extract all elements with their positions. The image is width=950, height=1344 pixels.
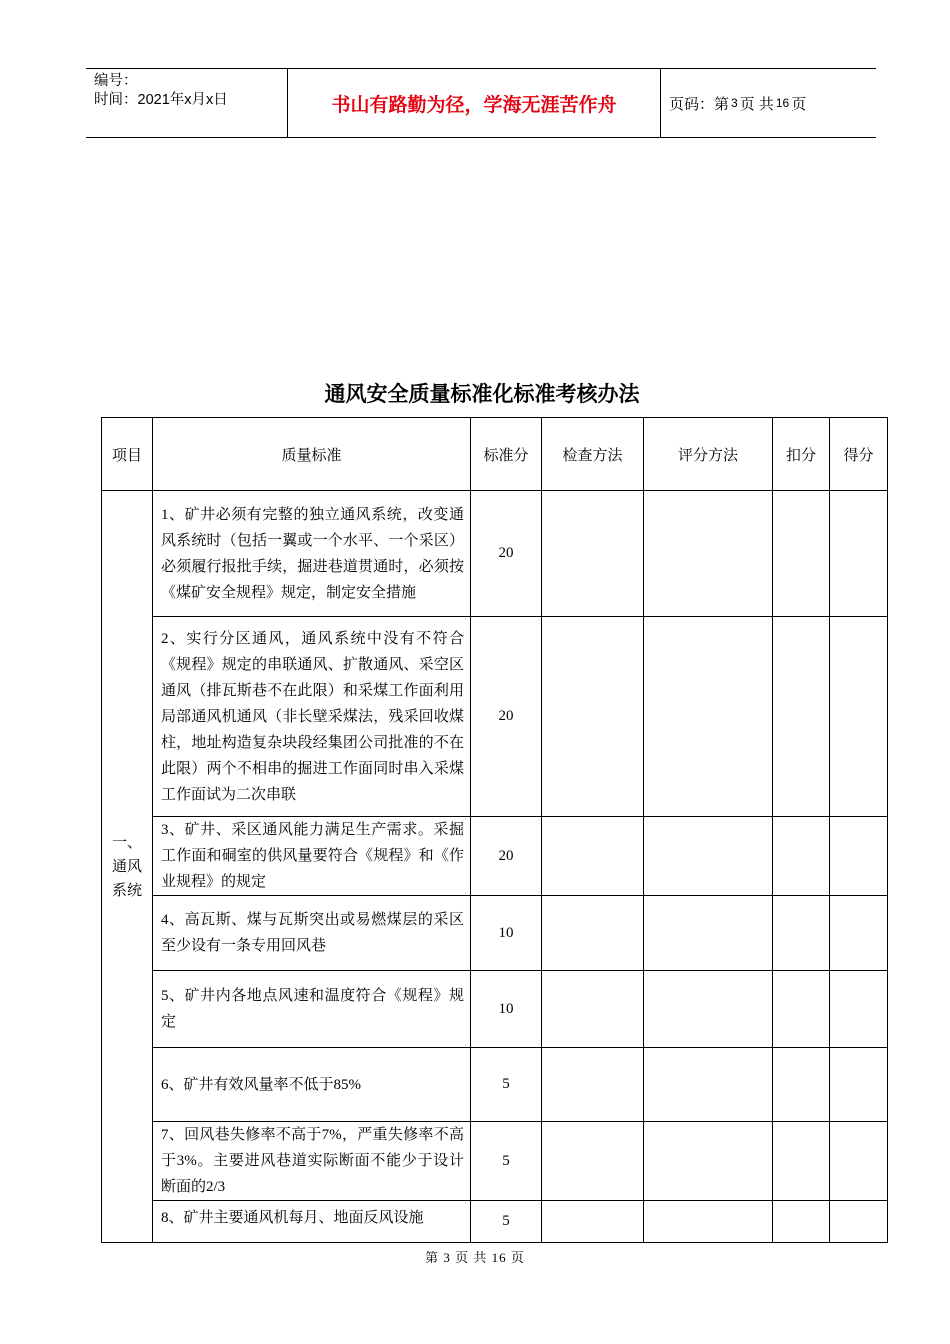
check-method-cell bbox=[542, 491, 644, 617]
check-method-cell bbox=[542, 1201, 644, 1243]
table-row bbox=[102, 1122, 888, 1201]
page-suffix: 页 bbox=[791, 95, 807, 113]
check-method-cell bbox=[542, 1122, 644, 1201]
final-score-cell bbox=[830, 896, 888, 971]
header-item: 项目 bbox=[102, 418, 153, 491]
deduction-cell bbox=[773, 817, 830, 896]
deduction-cell bbox=[773, 1048, 830, 1122]
table-row bbox=[102, 1048, 888, 1122]
deduction-cell bbox=[773, 617, 830, 817]
header-standard: 质量标准 bbox=[153, 418, 471, 491]
scoring-method-cell bbox=[644, 817, 773, 896]
score-cell: 10 bbox=[471, 896, 542, 971]
standard-cell: 4、高瓦斯、煤与瓦斯突出或易燃煤层的采区至少设有一条专用回风巷 bbox=[153, 896, 471, 971]
standard-cell: 3、矿井、采区通风能力满足生产需求。采掘工作面和硐室的供风量要符合《规程》和《作业规程》的规定 bbox=[153, 817, 471, 896]
header-meta bbox=[86, 69, 288, 137]
score-cell: 20 bbox=[471, 617, 542, 817]
final-score-cell bbox=[830, 1201, 888, 1243]
scoring-method-cell bbox=[644, 1201, 773, 1243]
category-line: 通风 bbox=[111, 858, 142, 875]
score-cell: 5 bbox=[471, 1048, 542, 1122]
scoring-method-cell bbox=[644, 971, 773, 1048]
header-final-score: 得分 bbox=[830, 418, 888, 491]
page-number: 3 bbox=[731, 96, 738, 110]
scoring-method-cell bbox=[644, 617, 773, 817]
table-row bbox=[102, 491, 888, 617]
scoring-method-cell bbox=[644, 491, 773, 617]
deduction-cell bbox=[773, 1201, 830, 1243]
number-label: 编号： bbox=[94, 73, 138, 89]
header-deduction: 扣分 bbox=[773, 418, 830, 491]
category-line: 一、 bbox=[111, 834, 142, 851]
scoring-method-cell bbox=[644, 1122, 773, 1201]
score-cell: 5 bbox=[471, 1122, 542, 1201]
deduction-cell bbox=[773, 491, 830, 617]
final-score-cell bbox=[830, 491, 888, 617]
deduction-cell bbox=[773, 896, 830, 971]
table-row bbox=[102, 896, 888, 971]
standard-cell: 1、矿井必须有完整的独立通风系统，改变通风系统时（包括一翼或一个水平、一个采区）必须履行报批手续，掘进巷道贯通时，必须按《煤矿安全规程》规定，制定安全措施 bbox=[153, 491, 471, 617]
standard-cell: 6、矿井有效风量率不低于85% bbox=[153, 1048, 471, 1122]
table-row bbox=[102, 817, 888, 896]
final-score-cell bbox=[830, 1048, 888, 1122]
scoring-method-cell bbox=[644, 896, 773, 971]
score-cell: 5 bbox=[471, 1201, 542, 1243]
check-method-cell bbox=[542, 971, 644, 1048]
check-method-cell bbox=[542, 1048, 644, 1122]
score-cell: 20 bbox=[471, 817, 542, 896]
document-header bbox=[86, 68, 876, 138]
table-row bbox=[102, 971, 888, 1048]
category-cell bbox=[102, 491, 153, 1243]
deduction-cell bbox=[773, 1122, 830, 1201]
check-method-cell bbox=[542, 817, 644, 896]
standard-cell: 2、实行分区通风，通风系统中没有不符合《规程》规定的串联通风、扩散通风、采空区通风（排瓦斯巷不在此限）和采煤工作面利用局部通风机通风（非长壁采煤法，残采回收煤柱，地址构造复杂块段经集团公司批准的不在此限）两个不相串的掘进工作面同时串入采煤工作面试为二次串联 bbox=[153, 617, 471, 817]
page-total: 16 bbox=[775, 96, 790, 110]
table-row bbox=[102, 617, 888, 817]
deduction-cell bbox=[773, 971, 830, 1048]
header-score: 标准分 bbox=[471, 418, 542, 491]
final-score-cell bbox=[830, 617, 888, 817]
standard-cell: 5、矿井内各地点风速和温度符合《规程》规定 bbox=[153, 971, 471, 1048]
category-line: 系统 bbox=[111, 882, 142, 899]
page-footer: 第 3 页 共 16 页 bbox=[425, 1250, 525, 1265]
header-motto: 书山有路勤为径，学海无涯苦作舟 bbox=[288, 69, 661, 137]
assessment-table bbox=[101, 417, 888, 1243]
final-score-cell bbox=[830, 1122, 888, 1201]
final-score-cell bbox=[830, 817, 888, 896]
header-check-method: 检查方法 bbox=[542, 418, 644, 491]
page-prefix: 页码：第 bbox=[669, 95, 730, 113]
check-method-cell bbox=[542, 896, 644, 971]
table-header-row bbox=[102, 418, 888, 491]
header-scoring-method: 评分方法 bbox=[644, 418, 773, 491]
score-cell: 20 bbox=[471, 491, 542, 617]
table-row bbox=[102, 1201, 888, 1243]
time-label: 时间：2021年x月x日 bbox=[94, 92, 228, 108]
standard-cell: 7、回风巷失修率不高于7%，严重失修率不高于3%。主要进风巷道实际断面不能少于设计断面的2/3 bbox=[153, 1122, 471, 1201]
page-mid: 页 共 bbox=[739, 95, 774, 113]
scoring-method-cell bbox=[644, 1048, 773, 1122]
header-page-info bbox=[661, 69, 876, 137]
document-title: 通风安全质量标准化标准考核办法 bbox=[324, 382, 640, 406]
score-cell: 10 bbox=[471, 971, 542, 1048]
check-method-cell bbox=[542, 617, 644, 817]
final-score-cell bbox=[830, 971, 888, 1048]
standard-cell: 8、矿井主要通风机每月、地面反风设施 bbox=[153, 1201, 471, 1243]
